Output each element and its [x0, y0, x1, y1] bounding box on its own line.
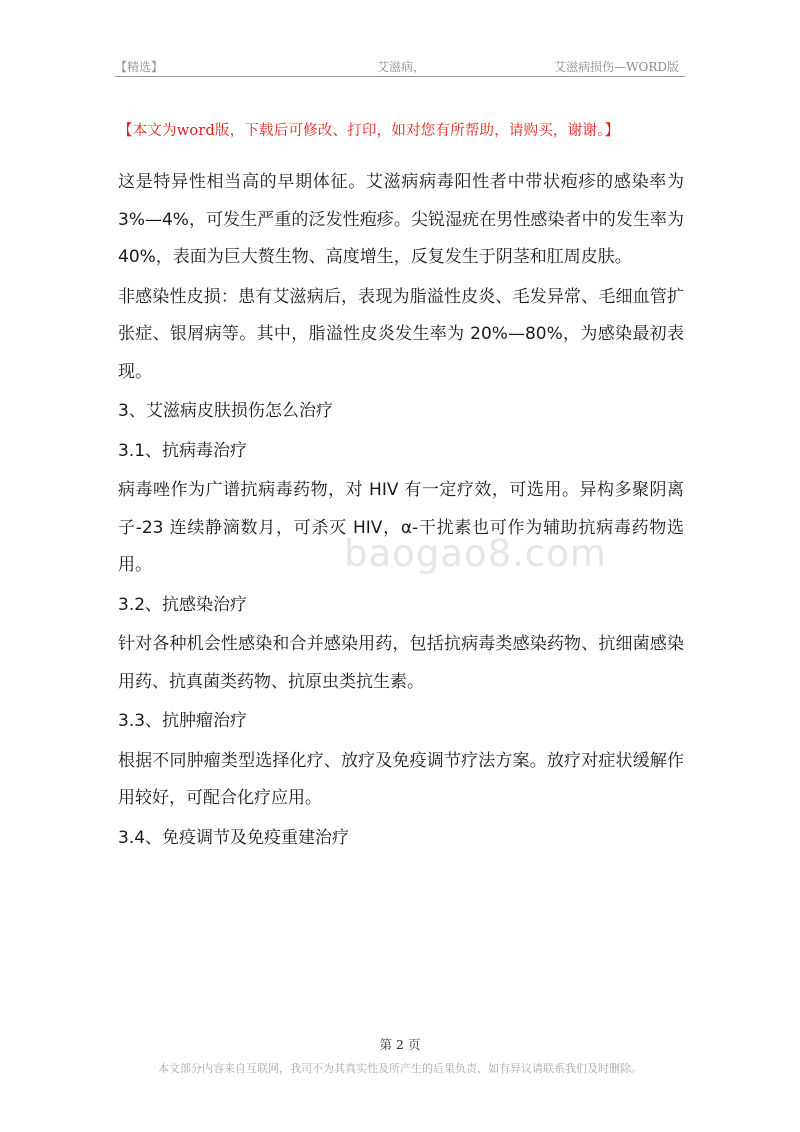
- header-left-label: 【精选】: [115, 60, 164, 74]
- header-right-label: 艾滋病损伤—WORD版: [554, 60, 679, 74]
- paragraph-anti-infection: 针对各种机会性感染和合并感染用药，包括抗病毒类感染药物、抗细菌感染用药、抗真菌类药物、抗原虫类抗生素。: [118, 634, 684, 692]
- section-heading-3-2: 3.2、抗感染治疗: [118, 594, 248, 615]
- section-heading-3-4: 3.4、免疫调节及免疫重建治疗: [118, 827, 350, 848]
- header-center-label: 艾滋病，: [377, 60, 426, 74]
- watermark-text: baogao8.com: [344, 532, 607, 575]
- section-heading-3-1: 3.1、抗病毒治疗: [118, 440, 248, 461]
- paragraph-herpes: 这是特异性相当高的早期体征。艾滋病病毒阳性者中带状疱疹的感染率为 3%—4%，可发生严重的泛发性疱疹。尖锐湿疣在男性感染者中的发生率为 40%，表面为巨大赘生物、高度增生，反复发生于阴茎和肛周皮肤。: [118, 172, 684, 267]
- paragraph-antitumor: 根据不同肿瘤类型选择化疗、放疗及免疫调节疗法方案。放疗对症状缓解作用较好，可配合化疗应用。: [118, 750, 684, 808]
- paragraph-antiviral: 病毒唑作为广谱抗病毒药物，对 HIV 有一定疗效，可选用。异构多聚阴离子-23 连续静滴数月，可杀灭 HIV，α-干扰素也可作为辅助抗病毒药物选用。: [118, 480, 684, 575]
- page-number: 第 2 页: [379, 1037, 421, 1052]
- document-body: [118, 164, 684, 857]
- page-header: [115, 56, 685, 77]
- section-heading-3: 3、艾滋病皮肤损伤怎么治疗: [118, 401, 333, 421]
- notice-banner: 【本文为word版，下载后可修改、打印，如对您有所帮助，请购买，谢谢。】: [118, 123, 620, 139]
- section-heading-3-3: 3.3、抗肿瘤治疗: [118, 711, 248, 731]
- page-footer-disclaimer: 本文部分内容来自互联网，我司不为其真实性及所产生的后果负责，如有异议请联系我们及时删除。: [158, 1062, 642, 1075]
- paragraph-noninfectious: 非感染性皮损：患有艾滋病后，表现为脂溢性皮炎、毛发异常、毛细血管扩张症、银屑病等。其中，脂溢性皮炎发生率为 20%—80%，为感染最初表现。: [118, 286, 684, 382]
